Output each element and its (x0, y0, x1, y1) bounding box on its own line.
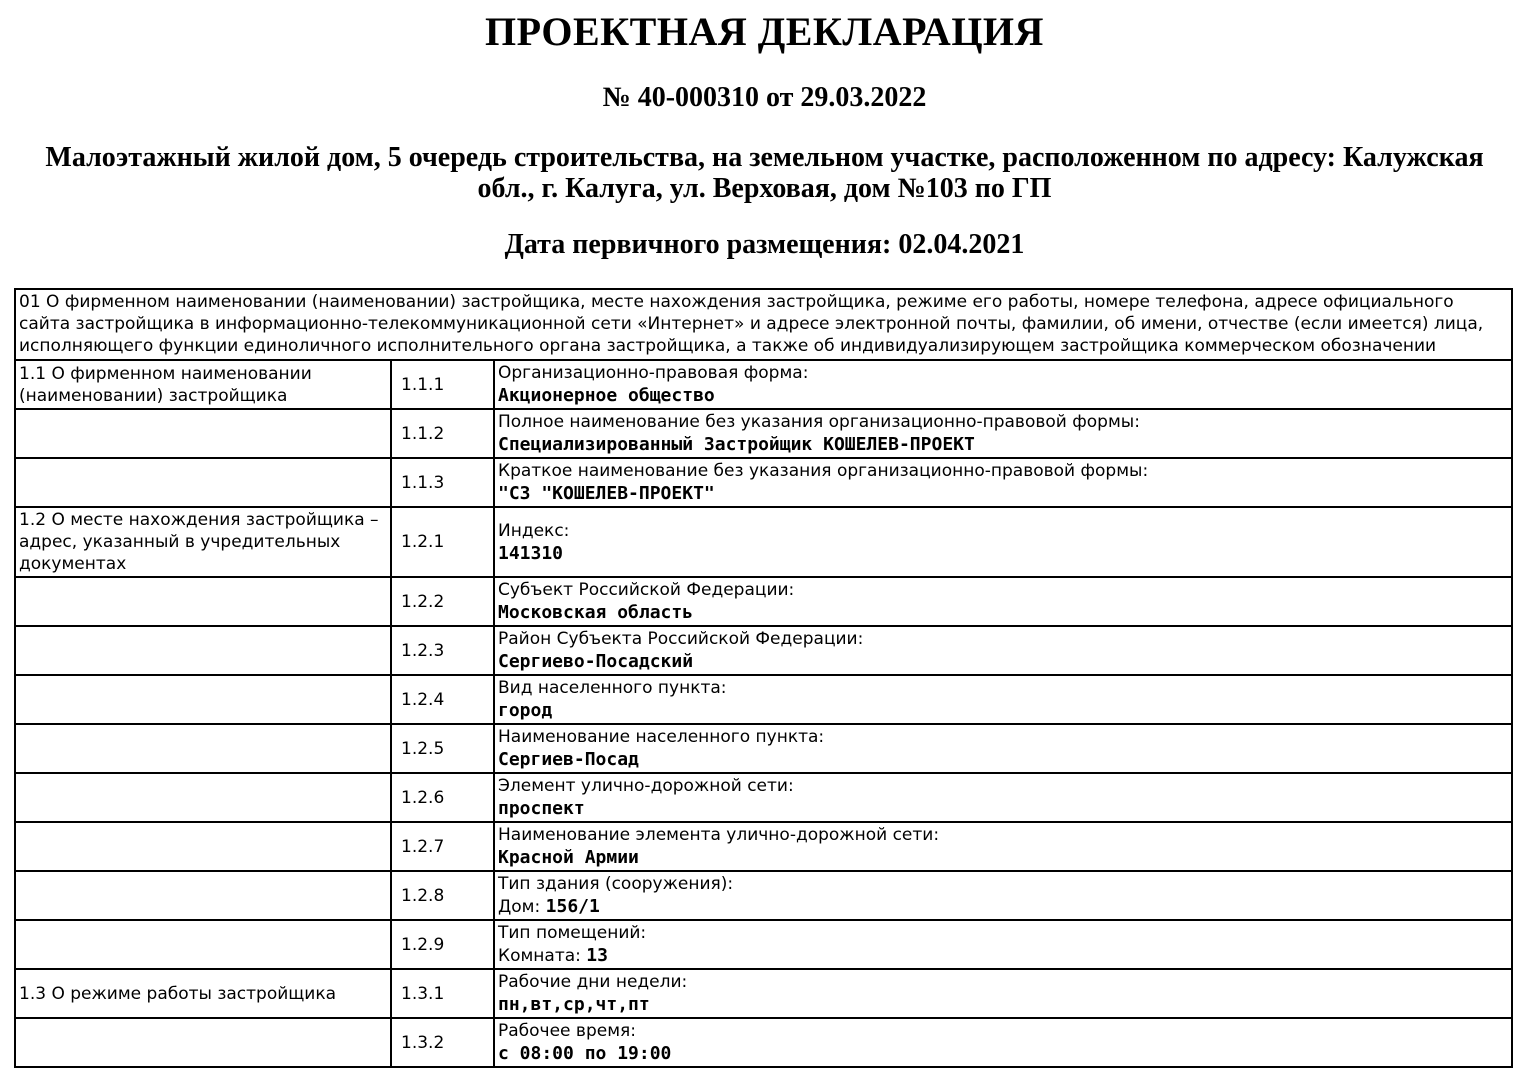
code-cell: 1.2.3 (391, 626, 494, 675)
detail-label: Тип помещений: (498, 923, 647, 943)
section-cell (15, 871, 391, 920)
table-row (15, 458, 1512, 507)
table-section-header-row (15, 289, 1512, 360)
table-row (15, 507, 1512, 577)
table-row (15, 626, 1512, 675)
detail-label: Краткое наименование без указания организационно-правовой формы: (498, 461, 1149, 481)
section-cell (15, 626, 391, 675)
section-cell (15, 1018, 391, 1067)
code-cell: 1.2.5 (391, 724, 494, 773)
detail-value: пн,вт,ср,чт,пт (498, 994, 650, 1015)
section-cell (15, 920, 391, 969)
detail-cell (494, 626, 1512, 675)
section-cell (15, 675, 391, 724)
section-cell (15, 822, 391, 871)
section-cell: 1.1 О фирменном наименовании (наименовании) застройщика (15, 360, 391, 409)
section-cell (15, 458, 391, 507)
detail-label: Наименование населенного пункта: (498, 727, 825, 747)
detail-cell (494, 577, 1512, 626)
code-cell: 1.3.2 (391, 1018, 494, 1067)
section-cell (15, 577, 391, 626)
table-row (15, 724, 1512, 773)
detail-cell (494, 409, 1512, 458)
detail-value: Московская область (498, 602, 694, 623)
code-cell: 1.3.1 (391, 969, 494, 1018)
table-row (15, 409, 1512, 458)
code-cell: 1.2.4 (391, 675, 494, 724)
detail-value: Сергиев-Посад (498, 749, 639, 770)
detail-cell (494, 458, 1512, 507)
detail-value-prefix: Дом: (498, 897, 546, 917)
section-cell (15, 773, 391, 822)
detail-cell (494, 724, 1512, 773)
code-cell: 1.1.1 (391, 360, 494, 409)
object-address: Малоэтажный жилой дом, 5 очередь строительства, на земельном участке, расположенном по адресу: Калужская обл., г. Калуга, ул. Верховая, дом №103 по ГП (45, 142, 1484, 204)
detail-value: город (498, 700, 553, 721)
detail-label: Рабочие дни недели: (498, 972, 688, 992)
detail-label: Индекс: (498, 520, 570, 541)
detail-label: Район Субъекта Российской Федерации: (498, 629, 864, 649)
detail-value-prefix: Комната: (498, 946, 587, 966)
detail-cell (494, 969, 1512, 1018)
table-row (15, 920, 1512, 969)
detail-cell (494, 920, 1512, 969)
detail-cell (494, 822, 1512, 871)
code-cell: 1.1.2 (391, 409, 494, 458)
section-cell: 1.2 О месте нахождения застройщика – адрес, указанный в учредительных документах (15, 507, 391, 577)
detail-value: "СЗ "КОШЕЛЕВ-ПРОЕКТ" (498, 483, 715, 504)
declaration-table (14, 288, 1513, 1068)
detail-cell (494, 507, 1512, 577)
detail-value: Сергиево-Посадский (498, 651, 694, 672)
table-row (15, 1018, 1512, 1067)
detail-cell (494, 871, 1512, 920)
first-placement-date: Дата первичного размещения: 02.04.2021 (504, 229, 1025, 260)
detail-label: Организационно-правовая форма: (498, 363, 809, 383)
detail-label: Вид населенного пункта: (498, 678, 727, 698)
code-cell: 1.2.8 (391, 871, 494, 920)
detail-value: 156/1 (545, 896, 600, 917)
detail-value: с 08:00 по 19:00 (498, 1043, 672, 1064)
code-cell: 1.2.9 (391, 920, 494, 969)
table-row (15, 969, 1512, 1018)
document-header (0, 10, 1529, 258)
table-row (15, 577, 1512, 626)
code-cell: 1.2.6 (391, 773, 494, 822)
code-cell: 1.2.1 (391, 507, 494, 577)
detail-label: Полное наименование без указания организационно-правовой формы: (498, 412, 1140, 432)
table-section-header: 01 О фирменном наименовании (наименовании) застройщика, месте нахождения застройщика, режиме его работы, номере телефона, адресе официального сайта застройщика в информационно-телекоммуникационной сети «Интернет» и адресе электронной почты, фамилии, об имени, отчестве (если имеется) лица, исполняющего функции единоличного исполнительного органа застройщика, а также об индивидуализирующем застройщика коммерческом обозначении (15, 289, 1512, 360)
table-row (15, 773, 1512, 822)
section-cell (15, 409, 391, 458)
code-cell: 1.1.3 (391, 458, 494, 507)
declaration-number: № 40-000310 от 29.03.2022 (602, 82, 927, 113)
detail-label: Элемент улично-дорожной сети: (498, 776, 794, 796)
table-row (15, 822, 1512, 871)
code-cell: 1.2.2 (391, 577, 494, 626)
detail-value: Специализированный Застройщик КОШЕЛЕВ-ПРОЕКТ (498, 434, 975, 455)
table-row (15, 360, 1512, 409)
detail-cell (494, 675, 1512, 724)
page-title: ПРОЕКТНАЯ ДЕКЛАРАЦИЯ (485, 9, 1044, 54)
table-row (15, 675, 1512, 724)
detail-value: 13 (586, 945, 608, 966)
detail-label: Субъект Российской Федерации: (498, 580, 795, 600)
detail-label: Рабочее время: (498, 1021, 636, 1041)
detail-label: Тип здания (сооружения): (498, 874, 734, 894)
detail-cell (494, 1018, 1512, 1067)
detail-value: Красной Армии (498, 847, 639, 868)
detail-cell (494, 773, 1512, 822)
detail-label: Наименование элемента улично-дорожной сети: (498, 825, 940, 845)
section-cell: 1.3 О режиме работы застройщика (15, 969, 391, 1018)
detail-value: проспект (498, 798, 585, 819)
table-row (15, 871, 1512, 920)
section-cell (15, 724, 391, 773)
code-cell: 1.2.7 (391, 822, 494, 871)
detail-value: 141310 (498, 542, 564, 564)
detail-value: Акционерное общество (498, 385, 715, 406)
detail-cell (494, 360, 1512, 409)
